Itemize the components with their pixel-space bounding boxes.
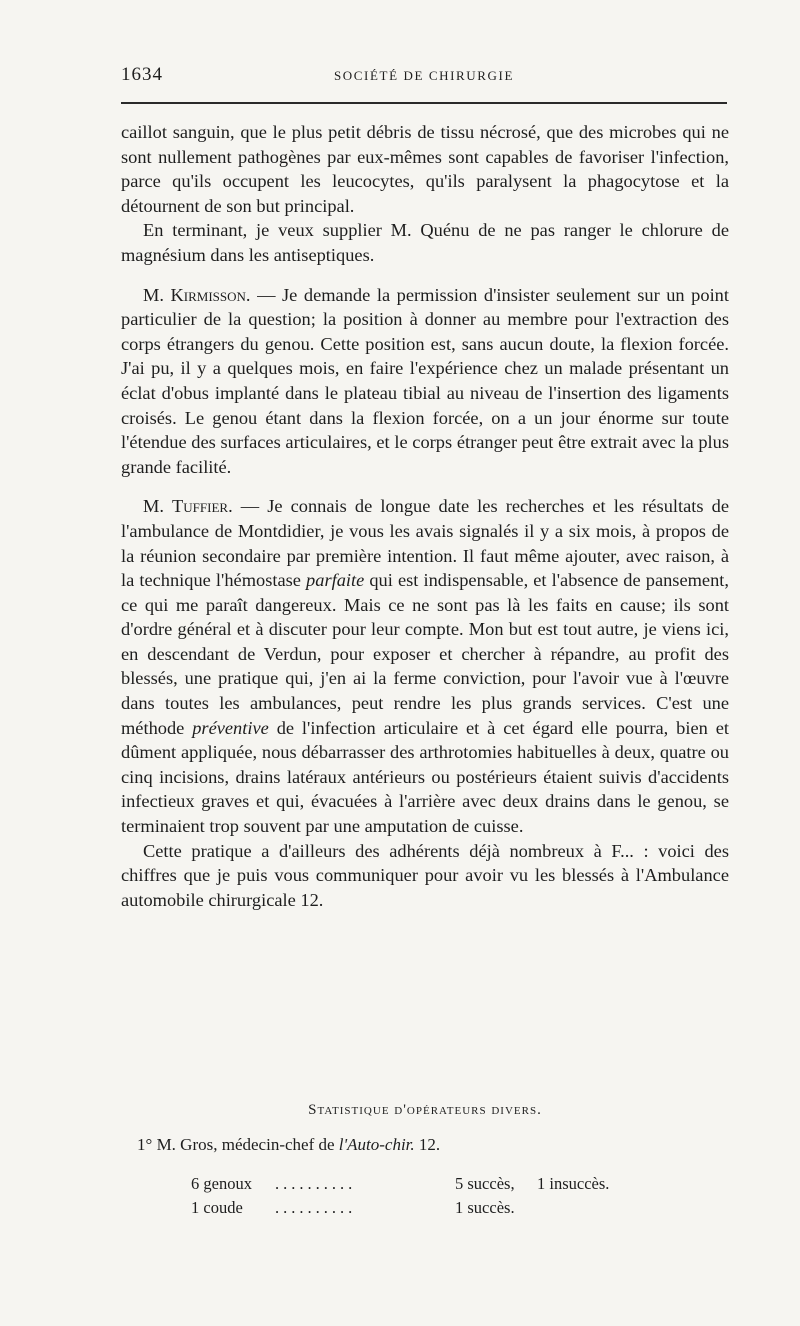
paragraph-text: de l'infection articulaire et à cet égard elle pourra, bien et dûment appliquée, nous débarrasser des arthrotomies habituelles à deux, quatre ou cinq incisions, drains latéraux antérieurs ou postérieurs étaient suivis d'accidents infectieux graves et qui, évacuées à l'arrière avec deux drains dans le genou, se terminaient trop souvent par une amputation de cuisse.: [121, 717, 729, 837]
paragraph-practice: Cette pratique a d'ailleurs des adhérents déjà nombreux à F... : voici des chiffres que je puis vous communiquer pour avoir vu les blessés à l'Ambulance automobile chirurgicale 12.: [121, 840, 729, 910]
paragraph-tuffier: [121, 494, 729, 838]
speaker-name: Tuffier.: [172, 496, 233, 517]
paragraph-text: — Je connais de longue date les recherches et les résultats de l'ambulance de Montdidier, je vous les avais signalés il y a six mois, à propos de la réunion secondaire par première intention. Il faut même ajouter, avec raison, à la technique l'hémostase: [121, 496, 729, 591]
paragraph-kirmisson: [121, 283, 729, 480]
body-text: [121, 120, 729, 912]
page-header: [121, 64, 727, 88]
row-dots: ..........: [275, 1174, 357, 1193]
paragraph-conclusion: En terminant, je veux supplier M. Quénu de ne pas ranger le chlorure de magnésium dans les antiseptiques.: [121, 220, 729, 265]
statistics-table: [191, 1172, 609, 1220]
row-success: 1 succès.: [455, 1198, 515, 1217]
paragraph-text: qui est indispensable, et l'absence de pansement, ce qui me paraît dangereux. Mais ce ne sont pas là les faits en cause; ils sont d'ordre général et à discuter pour leur compte. Mon but est tout autre, je viens ici, en descendant de Verdun, pour exposer et chercher à répandre, au profit des blessés, une pratique qui, j'en ai la ferme conviction, pour l'avoir vue à l'œuvre dans toutes les ambulances, peut rendre les plus grands services. C'est une méthode: [121, 570, 729, 738]
statistics-heading: Statistique d'opérateurs divers.: [308, 1102, 542, 1118]
item-italic: l'Auto-chir.: [338, 1135, 415, 1154]
header-rule: [121, 102, 727, 104]
paragraph-continued: caillot sanguin, que le plus petit débris de tissu nécrosé, que des microbes qui ne sont nullement pathogènes par eux-mêmes sont capables de favoriser l'infection, parce qu'ils occupent les leucocytes, qu'ils paralysent la phagocytose et la détournent de son but principal.: [121, 122, 729, 216]
statistics-item: [137, 1135, 440, 1155]
speaker-name: Kirmisson.: [170, 284, 251, 305]
item-end: 12.: [414, 1135, 441, 1154]
table-row: [191, 1196, 609, 1220]
running-title: SOCIÉTÉ DE CHIRURGIE: [333, 68, 515, 83]
row-dots: ..........: [275, 1198, 357, 1217]
item-text: M. Gros, médecin-chef de: [152, 1135, 339, 1154]
paragraph-text: — Je demande la permission d'insister seulement sur un point particulier de la question; la position à donner au membre pour l'extraction des corps étrangers du genou. Cette position est, sans aucun doute, la flexion forcée. J'ai pu, il y a quelques mois, en faire l'expérience chez un malade présentant un éclat d'obus implanté dans le plateau tibial au niveau de l'insertion des ligaments croisés. Le genou étant dans la flexion forcée, on a un jour énorme sur toute l'étendue des surfaces articulaires, et le corps étranger peut être extrait avec la plus grande facilité.: [121, 284, 729, 477]
italic-word: parfaite: [306, 570, 365, 591]
italic-word: préventive: [192, 717, 269, 738]
row-label: 6 genoux: [191, 1174, 252, 1193]
row-failure: 1 insuccès.: [537, 1174, 610, 1193]
row-label: 1 coude: [191, 1198, 243, 1217]
speaker-prefix: M.: [143, 496, 173, 517]
row-success: 5 succès,: [455, 1174, 515, 1193]
item-number: 1°: [137, 1135, 153, 1154]
speaker-prefix: M.: [143, 284, 171, 305]
page-number: 1634: [121, 64, 163, 85]
table-row: [191, 1172, 609, 1196]
